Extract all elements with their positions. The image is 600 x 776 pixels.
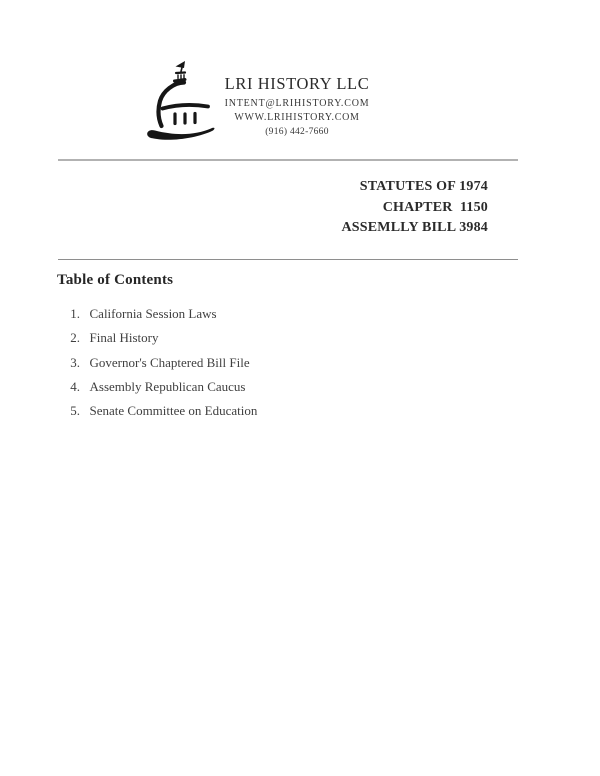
toc-heading: Table of Contents: [57, 272, 174, 288]
toc-item-number: 1.: [70, 306, 80, 321]
statutes-line: STATUTES OF 1974: [359, 179, 488, 194]
toc-item-number: 5.: [70, 403, 80, 419]
divider-rule-bottom: [58, 259, 518, 261]
toc-item-number: 2.: [70, 330, 80, 346]
divider-rule-top: [58, 159, 518, 161]
toc-item-label: Senate Committee on Education: [89, 403, 258, 419]
toc-item: [57, 326, 257, 350]
toc-list: [57, 302, 257, 423]
case-header: [341, 177, 488, 239]
toc-item: [57, 375, 257, 399]
toc-item-label: Assembly Republican Caucus: [89, 378, 246, 394]
toc-item: [57, 302, 257, 326]
logo-flag: [176, 61, 186, 68]
toc-item-label: Final History: [89, 330, 159, 346]
toc-item-number: 4.: [70, 378, 80, 394]
toc-item-label: California Session Laws: [89, 306, 217, 321]
toc-item-label: Governor's Chaptered Bill File: [89, 354, 250, 370]
assembly-bill-line: ASSEMLLY BILL 3984: [341, 220, 488, 235]
toc-item: [57, 351, 257, 375]
company-phone: (916) 442-7660: [265, 126, 329, 137]
company-name: LRI HISTORY LLC: [224, 74, 370, 93]
company-email: INTENT@LRIHISTORY.COM: [224, 97, 370, 109]
company-website: WWW.LRIHISTORY.COM: [234, 112, 360, 123]
toc-item: [57, 399, 257, 423]
toc-item-number: 3.: [70, 354, 80, 370]
chapter-line: CHAPTER 1150: [382, 199, 488, 215]
